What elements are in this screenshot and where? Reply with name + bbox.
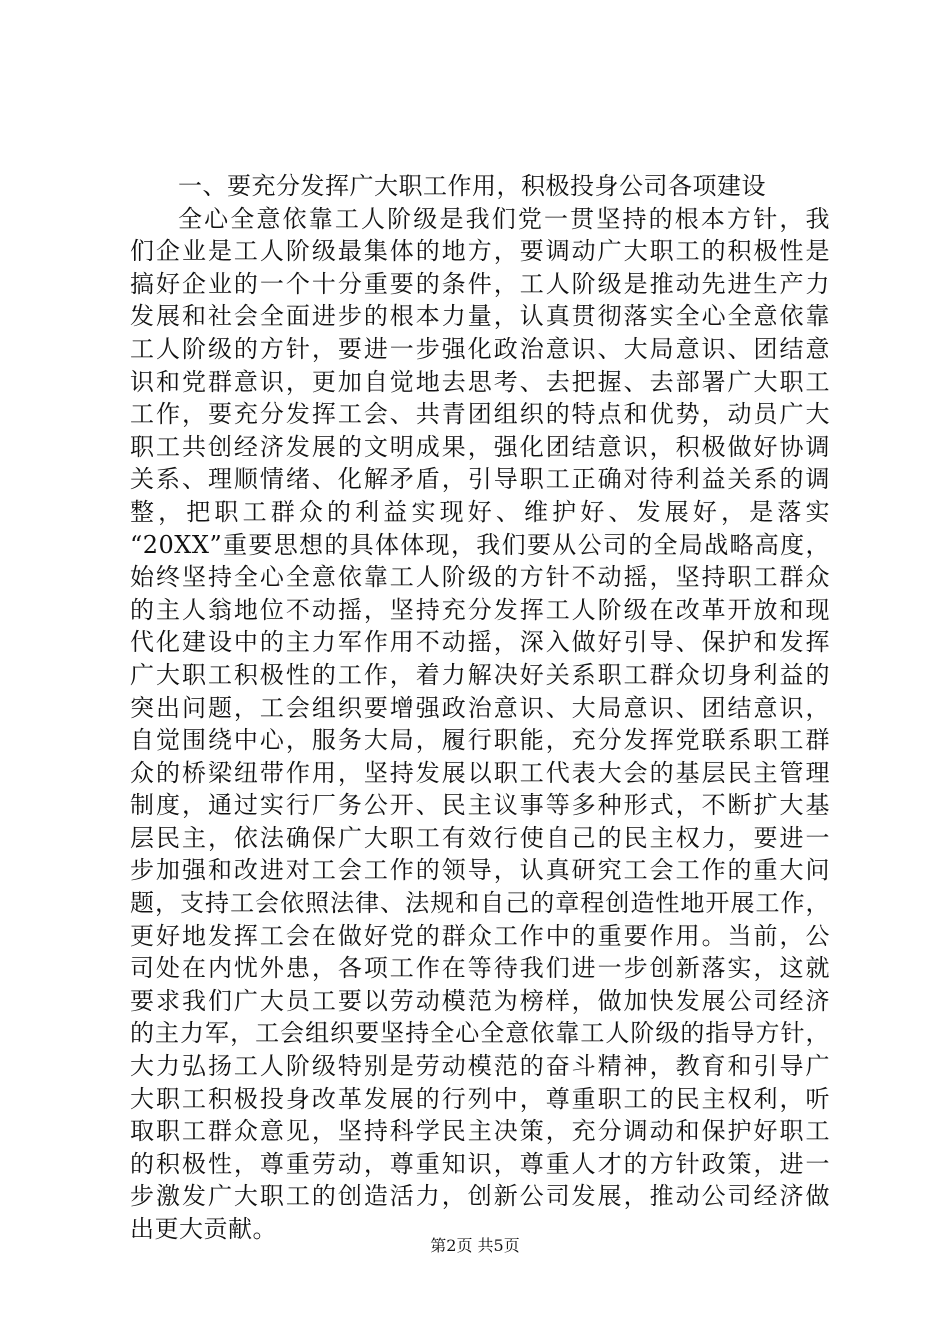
paragraph-line: 自觉围绕中心，服务大局，履行职能，充分发挥党联系职工群 (130, 726, 830, 755)
paragraph-line: 制度，通过实行厂务公开、民主议事等多种形式，不断扩大基 (130, 791, 830, 820)
paragraph-line: 广大职工积极性的工作，着力解决好关系职工群众切身利益的 (130, 660, 830, 689)
document-body (130, 170, 830, 1246)
paragraph-line: 众的桥梁纽带作用，坚持发展以职工代表大会的基层民主管理 (130, 758, 830, 787)
paragraph-line: 大职工积极投身改革发展的行列中，尊重职工的民主权利，听 (130, 1084, 830, 1113)
paragraph-line: 关系、理顺情绪、化解矛盾，引导职工正确对待利益关系的调 (130, 465, 830, 494)
paragraph-line: 更好地发挥工会在做好党的群众工作中的重要作用。当前，公 (130, 921, 830, 950)
paragraph-line: 全心全意依靠工人阶级是我们党一贯坚持的根本方针，我 (178, 204, 830, 233)
paragraph-line: 代化建设中的主力军作用不动摇，深入做好引导、保护和发挥 (130, 628, 830, 657)
paragraph-line: 层民主，依法确保广大职工有效行使自己的民主权力，要进一 (130, 823, 830, 852)
paragraph-line: 工人阶级的方针，要进一步强化政治意识、大局意识、团结意 (130, 334, 830, 363)
paragraph-line: 始终坚持全心全意依靠工人阶级的方针不动摇，坚持职工群众 (130, 563, 830, 592)
paragraph-line: 的积极性，尊重劳动，尊重知识，尊重人才的方针政策，进一 (130, 1149, 830, 1178)
paragraph-line: 突出问题，工会组织要增强政治意识、大局意识、团结意识， (130, 693, 830, 722)
section-heading: 一、要充分发挥广大职工作用，积极投身公司各项建设 (178, 172, 766, 200)
paragraph-line: 题，支持工会依照法律、法规和自己的章程创造性地开展工作， (130, 889, 830, 918)
page-footer (0, 1236, 950, 1256)
paragraph-line: 步加强和改进对工会工作的领导，认真研究工会工作的重大问 (130, 856, 830, 885)
paragraph-line: 要求我们广大员工要以劳动模范为榜样，做加快发展公司经济 (130, 986, 830, 1015)
paragraph-line: 们企业是工人阶级最集体的地方，要调动广大职工的积极性是 (130, 237, 830, 266)
paragraph-line: 大力弘扬工人阶级特别是劳动模范的奋斗精神，教育和引导广 (130, 1052, 830, 1081)
paragraph-line: 识和党群意识，更加自觉地去思考、去把握、去部署广大职工 (130, 367, 830, 396)
paragraph-line: 职工共创经济发展的文明成果，强化团结意识，积极做好协调 (130, 432, 830, 461)
paragraph-line: 整，把职工群众的利益实现好、维护好、发展好，是落实 (130, 497, 830, 526)
paragraph-line: 工作，要充分发挥工会、共青团组织的特点和优势，动员广大 (130, 400, 830, 429)
paragraph-line: 的主力军，工会组织要坚持全心全意依靠工人阶级的指导方针， (130, 1019, 830, 1048)
paragraph-line: 步激发广大职工的创造活力，创新公司发展，推动公司经济做 (130, 1182, 830, 1211)
paragraph-line: “20XX”重要思想的具体体现，我们要从公司的全局战略高度， (130, 530, 830, 559)
paragraph-line: 取职工群众意见，坚持科学民主决策，充分调动和保护好职工 (130, 1117, 830, 1146)
paragraph-line: 搞好企业的一个十分重要的条件，工人阶级是推动先进生产力 (130, 269, 830, 298)
paragraph-line: 出更大贡献。 (130, 1215, 277, 1243)
page-indicator: 第2页 共5页 (430, 1236, 520, 1255)
paragraph-line: 发展和社会全面进步的根本力量，认真贯彻落实全心全意依靠 (130, 302, 830, 331)
paragraph-line: 的主人翁地位不动摇，坚持充分发挥工人阶级在改革开放和现 (130, 595, 830, 624)
paragraph-line: 司处在内忧外患，各项工作在等待我们进一步创新落实，这就 (130, 954, 830, 983)
